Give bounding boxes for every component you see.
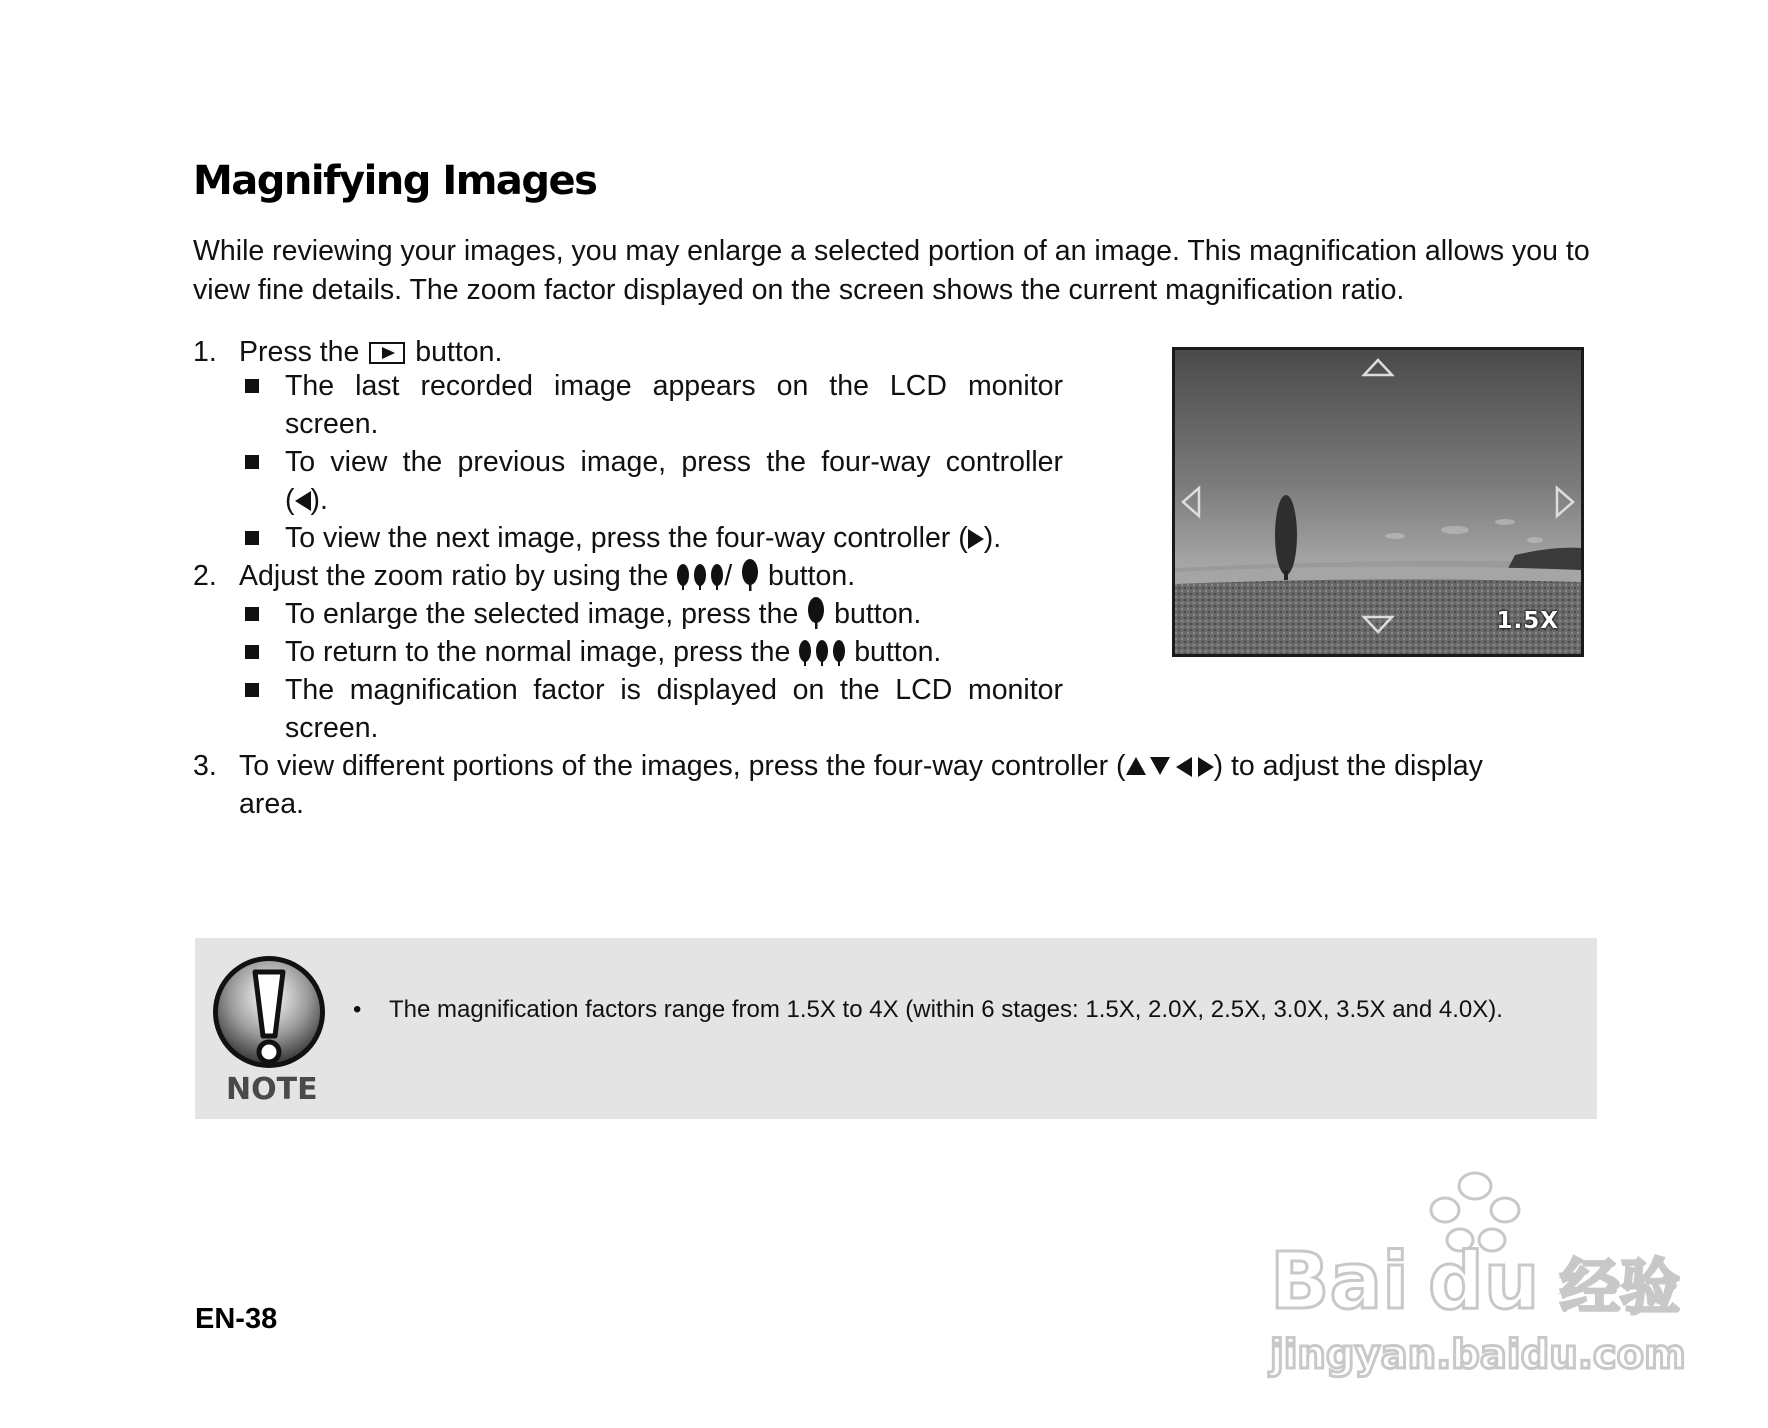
- bullet-text: To enlarge the selected image, press the: [285, 598, 799, 630]
- word: The: [285, 674, 335, 706]
- note-label: NOTE: [226, 1072, 318, 1107]
- word: four-way: [821, 446, 931, 478]
- step-text: Adjust the zoom ratio by using the: [239, 560, 669, 592]
- step-text: ) to adjust the display: [1213, 750, 1483, 782]
- page-title: Magnifying Images: [193, 158, 597, 204]
- word: factor: [533, 674, 605, 706]
- step-text: Press the: [239, 336, 360, 368]
- bullet-text: To view the next image, press the four-way controller (: [285, 522, 968, 554]
- bullet-text: ).: [310, 484, 328, 516]
- bullet-text: To return to the normal image, press the: [285, 636, 791, 668]
- right-arrow-icon: [1198, 757, 1214, 777]
- lcd-preview-image: [1172, 347, 1584, 657]
- word: The: [285, 370, 335, 402]
- step-text: area.: [239, 788, 304, 820]
- step-text: button.: [768, 560, 856, 592]
- word: is: [620, 674, 641, 706]
- word: magnification: [349, 674, 518, 706]
- note-box: [195, 938, 1597, 1119]
- svg-text:Bai: Bai: [1270, 1237, 1409, 1327]
- word: the: [829, 370, 869, 402]
- bullet-text: screen.: [285, 408, 379, 440]
- word: on: [792, 674, 825, 706]
- bullet-square-icon: [245, 531, 259, 545]
- word: displayed: [656, 674, 777, 706]
- step-text: /: [724, 560, 733, 592]
- word: image,: [580, 446, 667, 478]
- bullet-text: [285, 367, 1063, 405]
- step-text: To view different portions of the images, press the four-way controller (: [239, 750, 1126, 782]
- bullet-square-icon: [245, 379, 259, 393]
- word: on: [776, 370, 809, 402]
- word: press: [681, 446, 752, 478]
- step-number: 3.: [193, 750, 217, 782]
- up-arrow-icon: [1126, 757, 1146, 775]
- word: last: [355, 370, 400, 402]
- zoom-factor-label: 1.5X: [1496, 608, 1559, 634]
- bullet-square-icon: [245, 607, 259, 621]
- bullet-square-icon: [245, 683, 259, 697]
- wide-zoom-icon: [798, 639, 846, 667]
- word: controller: [945, 446, 1063, 478]
- word: appears: [652, 370, 756, 402]
- word: the: [402, 446, 443, 478]
- word: monitor: [967, 370, 1063, 402]
- word: image: [553, 370, 632, 402]
- left-arrow-icon: [295, 491, 311, 511]
- svg-text:jingyan.baidu.com: jingyan.baidu.com: [1270, 1332, 1686, 1378]
- word: monitor: [967, 674, 1063, 706]
- svg-text:经验: 经验: [1560, 1253, 1680, 1323]
- svg-text:du: du: [1428, 1237, 1540, 1327]
- word: the: [840, 674, 880, 706]
- bullet-square-icon: [245, 455, 259, 469]
- word: LCD: [889, 370, 947, 402]
- step-number: 1.: [193, 336, 217, 368]
- left-arrow-icon: [1176, 757, 1192, 777]
- word: LCD: [895, 674, 953, 706]
- bullet-text: ).: [983, 522, 1002, 554]
- wide-zoom-icon: [676, 563, 724, 591]
- word: To: [285, 446, 316, 478]
- step-number: 2.: [193, 560, 217, 592]
- playback-icon: [369, 342, 405, 364]
- word: previous: [457, 446, 566, 478]
- bullet-text: [285, 671, 1063, 709]
- word: recorded: [420, 370, 533, 402]
- bullet-text: (: [285, 484, 295, 516]
- intro-paragraph: While reviewing your images, you may enlarge a selected portion of an image. This magnification allows you to view fine details. The zoom factor displayed on the screen shows the current magnification ratio.: [193, 235, 1590, 306]
- step-text: button.: [415, 336, 503, 368]
- down-arrow-icon: [1150, 757, 1170, 775]
- bullet-text: button.: [854, 636, 942, 668]
- right-arrow-icon: [968, 529, 984, 549]
- bullet-text: button.: [834, 598, 922, 630]
- tele-zoom-icon: [806, 597, 826, 629]
- baidu-watermark-logo: [1260, 1168, 1690, 1383]
- word: the: [766, 446, 806, 478]
- tele-zoom-icon: [740, 559, 760, 591]
- note-bullet: •: [353, 996, 362, 1023]
- bullet-text: screen.: [285, 712, 379, 744]
- note-text: The magnification factors range from 1.5X to 4X (within 6 stages: 1.5X, 2.0X, 2.5X, 3.0X, 3.5X and 4.0X).: [389, 996, 1503, 1023]
- word: view: [330, 446, 388, 478]
- page-number: EN-38: [195, 1303, 278, 1335]
- bullet-text: [285, 443, 1063, 481]
- bullet-square-icon: [245, 645, 259, 659]
- note-exclamation-icon: [211, 954, 331, 1074]
